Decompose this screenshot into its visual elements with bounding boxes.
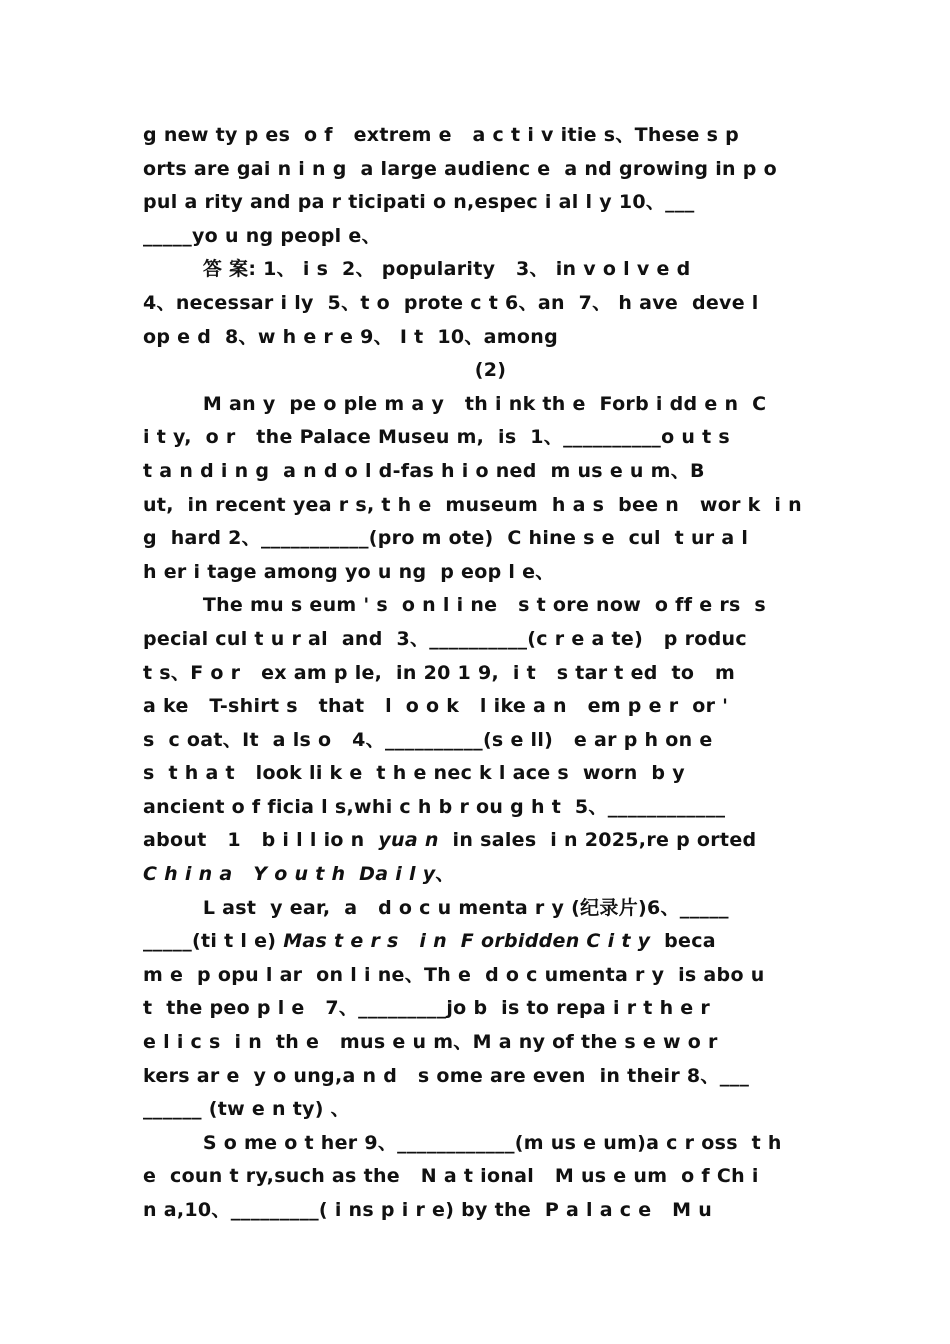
text-line: kers ar e y o ung,a n d s ome are even in their 8、___ [143,1064,750,1087]
text-line: t s、F o r ex am p le, in 20 1 9, i t s tar t ed to m [143,661,736,684]
text-line: pecial cul t u r al and 3、__________(c r e a te) p roduc [143,627,747,650]
text-line: The mu s eum ' s o n l i ne s t ore now o ff e rs s [189,594,767,617]
text-line: e coun t ry,such as the N a t ional M us e um o f Ch i [143,1165,759,1188]
text-line: s c oat、It a ls o 4、__________(s e ll) e ar p h on e [143,728,713,751]
answer-line: 答 案: 1、 i s 2、 popularity 3、 in v o l v e d [189,258,691,281]
text-line: t a n d i n g a n d o l d-fas h i o ned m us e u m、B [143,459,705,482]
yuan-word: yua n [378,829,439,852]
text-line: _____yo u ng peopl e、 [143,224,381,247]
text-line: M an y pe o ple m a y th i nk th e Forb i dd e n C [189,392,767,415]
source-tail: 、 [435,863,455,886]
documentary-title: Mas t e r s i n F orbidden C i t y [283,930,651,953]
text-line: ______ (tw e n ty) 、 [143,1098,350,1121]
text-line: h er i tage among yo u ng p eop l e、 [143,560,555,583]
section-number: (2) [474,359,507,382]
text-line: pul a rity and pa r ticipati o n,espec i al l y 10、___ [143,191,695,214]
text-line: i t y, o r the Palace Museu m, is 1、__________o u t s [143,426,731,449]
source-title: C h i n a Y o u t h Da i l y [143,863,436,886]
answer-line: op e d 8、w h e r e 9、 I t 10、among [143,325,558,348]
source-line [143,858,808,892]
text-line: S o me o t her 9、____________(m us e um)a c r oss t h [189,1131,782,1154]
title-post: beca [650,930,716,953]
text-line: e l i c s i n th e mus e u m、M a ny of the s e w o r [143,1031,718,1054]
text-line: g new ty p es o f extrem e a c t i v itie s、These s p [143,124,740,146]
answer-line: 4、necessar i ly 5、t o prote c t 6、an 7、 h ave deve l [143,291,759,314]
text-line: g hard 2、___________(pro m ote) C hine s e cul t ur a l [143,527,749,550]
text-line: orts are gai n i n g a large audienc e a nd growing in p o [143,157,777,180]
title-pre: _____(ti t l e) [143,930,284,953]
text-line: ancient o f ficia l s,whi c h b r ou g h t 5、____________ [143,795,726,818]
text-line: n a,10、_________( i ns p i r e) by the P a l a c e M u [143,1199,713,1221]
text-line: L ast y ear, a d o c u menta r y (纪录片)6、_____ [189,896,729,919]
text-line-yuan [143,824,808,858]
document-page [143,119,808,1228]
yuan-line-pre: about 1 b i l l io n [143,829,379,852]
text-line: m e p opu l ar on l i ne、Th e d o c umenta r y is abo u [143,963,765,986]
yuan-line-post: in sales i n 2025,re p orted [438,829,757,852]
text-line: t the peo p l e 7、_________jo b is to repa i r t h e r [143,997,711,1020]
title-line [143,925,808,959]
text-line: ut, in recent yea r s, t h e museum h a s bee n wor k i n [143,493,802,516]
text-line: s t h a t look li k e t h e nec k l ace s worn b y [143,762,685,785]
text-line: a ke T-shirt s that l o o k l ike a n em p e r or ' [143,695,729,718]
